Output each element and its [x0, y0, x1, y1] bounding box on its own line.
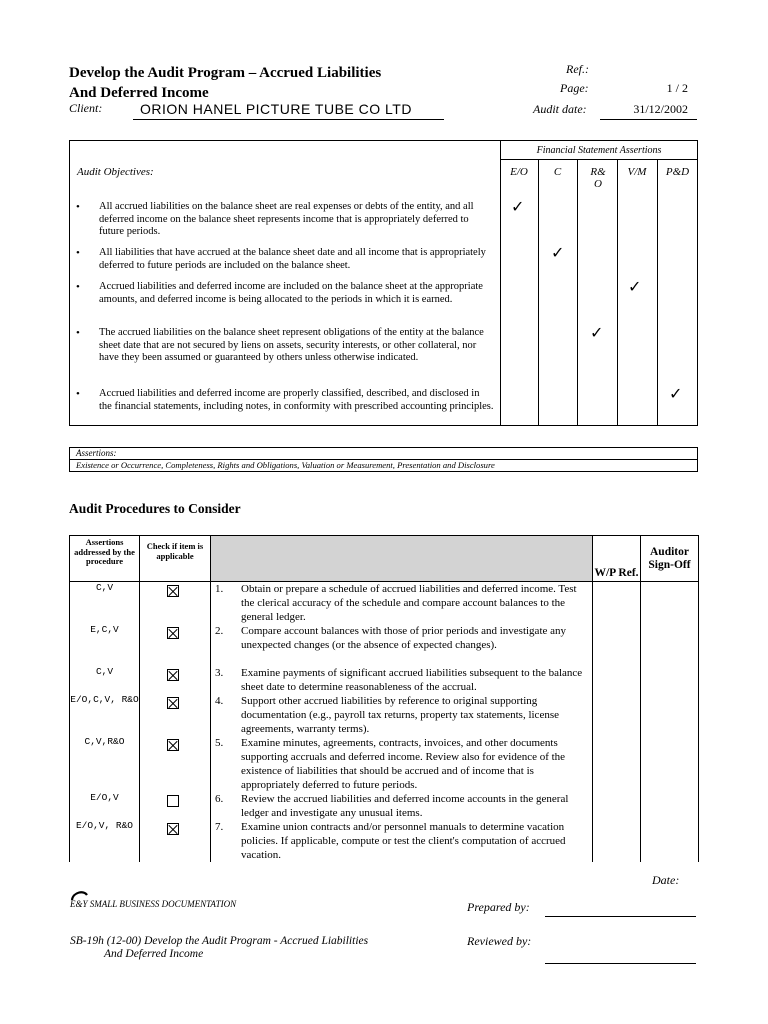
row-signoff[interactable] — [641, 736, 699, 792]
title-line-2: And Deferred Income — [69, 85, 209, 101]
col-signoff-header: Auditor Sign-Off — [641, 536, 699, 582]
row-assertions: C,V — [70, 582, 140, 625]
assertions-label: Assertions: — [76, 448, 117, 458]
col-sep-2 — [577, 159, 578, 426]
row-wp-ref[interactable] — [593, 736, 641, 792]
col-assertions-header: Assertions addressed by the procedure — [70, 536, 140, 582]
row-signoff[interactable] — [641, 666, 699, 694]
row-assertions: E/O,C,V, R&O — [70, 694, 140, 736]
checkbox-checked[interactable] — [167, 739, 179, 751]
row-check-cell — [140, 820, 211, 862]
table-row — [70, 624, 699, 666]
row-text: Support other accrued liabilities by reference to original supporting documentation (e.g., payroll tax returns, property tax statements, license agreements, warranty terms). — [241, 695, 559, 735]
col-procedure-header — [211, 536, 593, 582]
form-id-line-2: And Deferred Income — [104, 948, 204, 960]
check-icon: ✓ — [551, 243, 565, 262]
row-wp-ref[interactable] — [593, 820, 641, 862]
row-wp-ref[interactable] — [593, 666, 641, 694]
row-wp-ref[interactable] — [593, 792, 641, 820]
row-procedure — [211, 694, 593, 736]
row-signoff[interactable] — [641, 792, 699, 820]
row-assertions: C,V — [70, 666, 140, 694]
row-assertions: C,V,R&O — [70, 736, 140, 792]
row-check-cell — [140, 624, 211, 666]
objective-3: Accrued liabilities and deferred income are included on the balance sheet at the appropriate amounts, and deferred income is being allocated to the periods in which it is earned. — [99, 281, 483, 305]
row-text: Obtain or prepare a schedule of accrued liabilities and deferred income. Test the clerical accuracy of the schedule and compare account balances to the general ledger. — [241, 583, 577, 623]
row-signoff[interactable] — [641, 582, 699, 625]
audit-date-label: Audit date: — [533, 102, 587, 116]
col-header-vm: V/M — [627, 166, 647, 178]
row-signoff[interactable] — [641, 624, 699, 666]
row-text: Examine union contracts and/or personnel manuals to determine vacation policies. If applicable, compute or test the client's computation of accrued vacation. — [241, 821, 566, 861]
document-title — [69, 63, 381, 103]
row-signoff[interactable] — [641, 820, 699, 862]
audit-date-underline — [600, 119, 697, 120]
procedures-heading: Audit Procedures to Consider — [69, 501, 241, 516]
checkbox-checked[interactable] — [167, 697, 179, 709]
page-value: 1 / 2 — [666, 81, 688, 95]
row-wp-ref[interactable] — [593, 624, 641, 666]
check-icon: ✓ — [511, 197, 525, 216]
col-sep-4 — [657, 159, 658, 426]
check-icon: ✓ — [669, 384, 683, 403]
prepared-by-label: Prepared by: — [467, 900, 530, 914]
row-procedure — [211, 820, 593, 862]
page-label: Page: — [560, 81, 589, 95]
col-wp-header: W/P Ref. — [593, 536, 641, 582]
col-header-c: C — [553, 166, 562, 178]
col-header-pd: P&D — [665, 166, 690, 178]
row-assertions: E/O,V, R&O — [70, 820, 140, 862]
row-text: Review the accrued liabilities and deferred income accounts in the general ledger and investigate any unusual items. — [241, 793, 569, 819]
row-check-cell — [140, 736, 211, 792]
row-wp-ref[interactable] — [593, 694, 641, 736]
brand-text: E&Y SMALL BUSINESS DOCUMENTATION — [70, 899, 237, 909]
row-procedure — [211, 792, 593, 820]
ref-label: Ref.: — [566, 62, 589, 76]
row-procedure — [211, 666, 593, 694]
row-check-cell — [140, 792, 211, 820]
reviewed-by-line[interactable] — [545, 963, 696, 964]
row-number: 7. — [215, 821, 224, 833]
bullet-2: • — [76, 247, 80, 259]
row-number: 4. — [215, 695, 224, 707]
col-sep-0 — [500, 140, 501, 426]
row-number: 6. — [215, 793, 224, 805]
table-row — [70, 582, 699, 625]
date-label: Date: — [652, 873, 680, 887]
checkbox-checked[interactable] — [167, 823, 179, 835]
bullet-4: • — [76, 327, 80, 339]
row-signoff[interactable] — [641, 694, 699, 736]
check-icon: ✓ — [590, 323, 604, 342]
reviewed-by-label: Reviewed by: — [467, 934, 532, 948]
prepared-by-line[interactable] — [545, 916, 696, 917]
row-wp-ref[interactable] — [593, 582, 641, 625]
row-procedure — [211, 624, 593, 666]
col-sep-3 — [617, 159, 618, 426]
row-procedure — [211, 582, 593, 625]
client-value: ORION HANEL PICTURE TUBE CO LTD — [140, 101, 412, 117]
bullet-1: • — [76, 201, 80, 213]
audit-objectives-label: Audit Objectives: — [77, 166, 154, 178]
form-id-line-1: SB-19h (12-00) Develop the Audit Program - Accrued Liabilities — [70, 935, 369, 947]
checkbox-checked[interactable] — [167, 585, 179, 597]
objective-5: Accrued liabilities and deferred income are properly classified, described, and disclosed in the financial statements, including notes, in conformity with prescribed accounting principles. — [99, 388, 494, 412]
title-line-1: Develop the Audit Program – Accrued Liabilities — [69, 65, 382, 81]
procedures-table — [69, 535, 699, 862]
row-check-cell — [140, 694, 211, 736]
client-underline — [133, 119, 444, 120]
bullet-3: • — [76, 281, 80, 293]
bullet-5: • — [76, 388, 80, 400]
objective-4: The accrued liabilities on the balance sheet represent obligations of the entity at the balance sheet date that are not secured by liens on assets, security interests, or other collateral, nor have they been assumed or guaranteed by others unless otherwise indicated. — [99, 327, 484, 364]
table-row — [70, 736, 699, 792]
row-text: Examine payments of significant accrued liabilities subsequent to the balance sheet date to determine reasonableness of the accrual. — [241, 667, 583, 693]
row-number: 1. — [215, 583, 224, 595]
checkbox-unchecked[interactable] — [167, 795, 179, 807]
row-number: 3. — [215, 667, 224, 679]
row-check-cell — [140, 666, 211, 694]
row-text: Examine minutes, agreements, contracts, invoices, and other documents supporting accruals and deferred income. Review also for evidence of the existence of liabilities that should be accrued and of income that is appropriately deferred to future periods. — [241, 737, 566, 791]
row-number: 5. — [215, 737, 224, 749]
row-number: 2. — [215, 625, 224, 637]
table-row — [70, 694, 699, 736]
assertions-header-divider — [500, 159, 698, 160]
col-header-ro: R& O — [590, 166, 606, 190]
assertions-header: Financial Statement Assertions — [536, 145, 662, 156]
client-label: Client: — [69, 101, 103, 115]
checkbox-checked[interactable] — [167, 627, 179, 639]
col-header-eo: E/O — [510, 166, 528, 178]
table-row — [70, 820, 699, 862]
col-check-header: Check if item is applicable — [140, 536, 211, 582]
table-row — [70, 666, 699, 694]
row-text: Compare account balances with those of prior periods and investigate any unexpected changes (or the absence of expected changes). — [241, 625, 567, 651]
row-check-cell — [140, 582, 211, 625]
check-icon: ✓ — [628, 277, 642, 296]
checkbox-checked[interactable] — [167, 669, 179, 681]
table-row — [70, 792, 699, 820]
row-procedure — [211, 736, 593, 792]
row-assertions: E/O,V — [70, 792, 140, 820]
audit-date-value: 31/12/2002 — [633, 102, 688, 116]
assertions-text: Existence or Occurrence, Completeness, Rights and Obligations, Valuation or Measurement, Presentation and Disclosure — [76, 460, 495, 470]
col-sep-1 — [538, 159, 539, 426]
objective-1: All accrued liabilities on the balance sheet are real expenses or debts of the entity, and all deferred income on the balance sheet represents income that is appropriately deferred to future periods. — [99, 201, 474, 238]
objective-2: All liabilities that have accrued at the balance sheet date and all income that is appropriately deferred to future periods are included on the balance sheet. — [99, 247, 486, 271]
row-assertions: E,C,V — [70, 624, 140, 666]
